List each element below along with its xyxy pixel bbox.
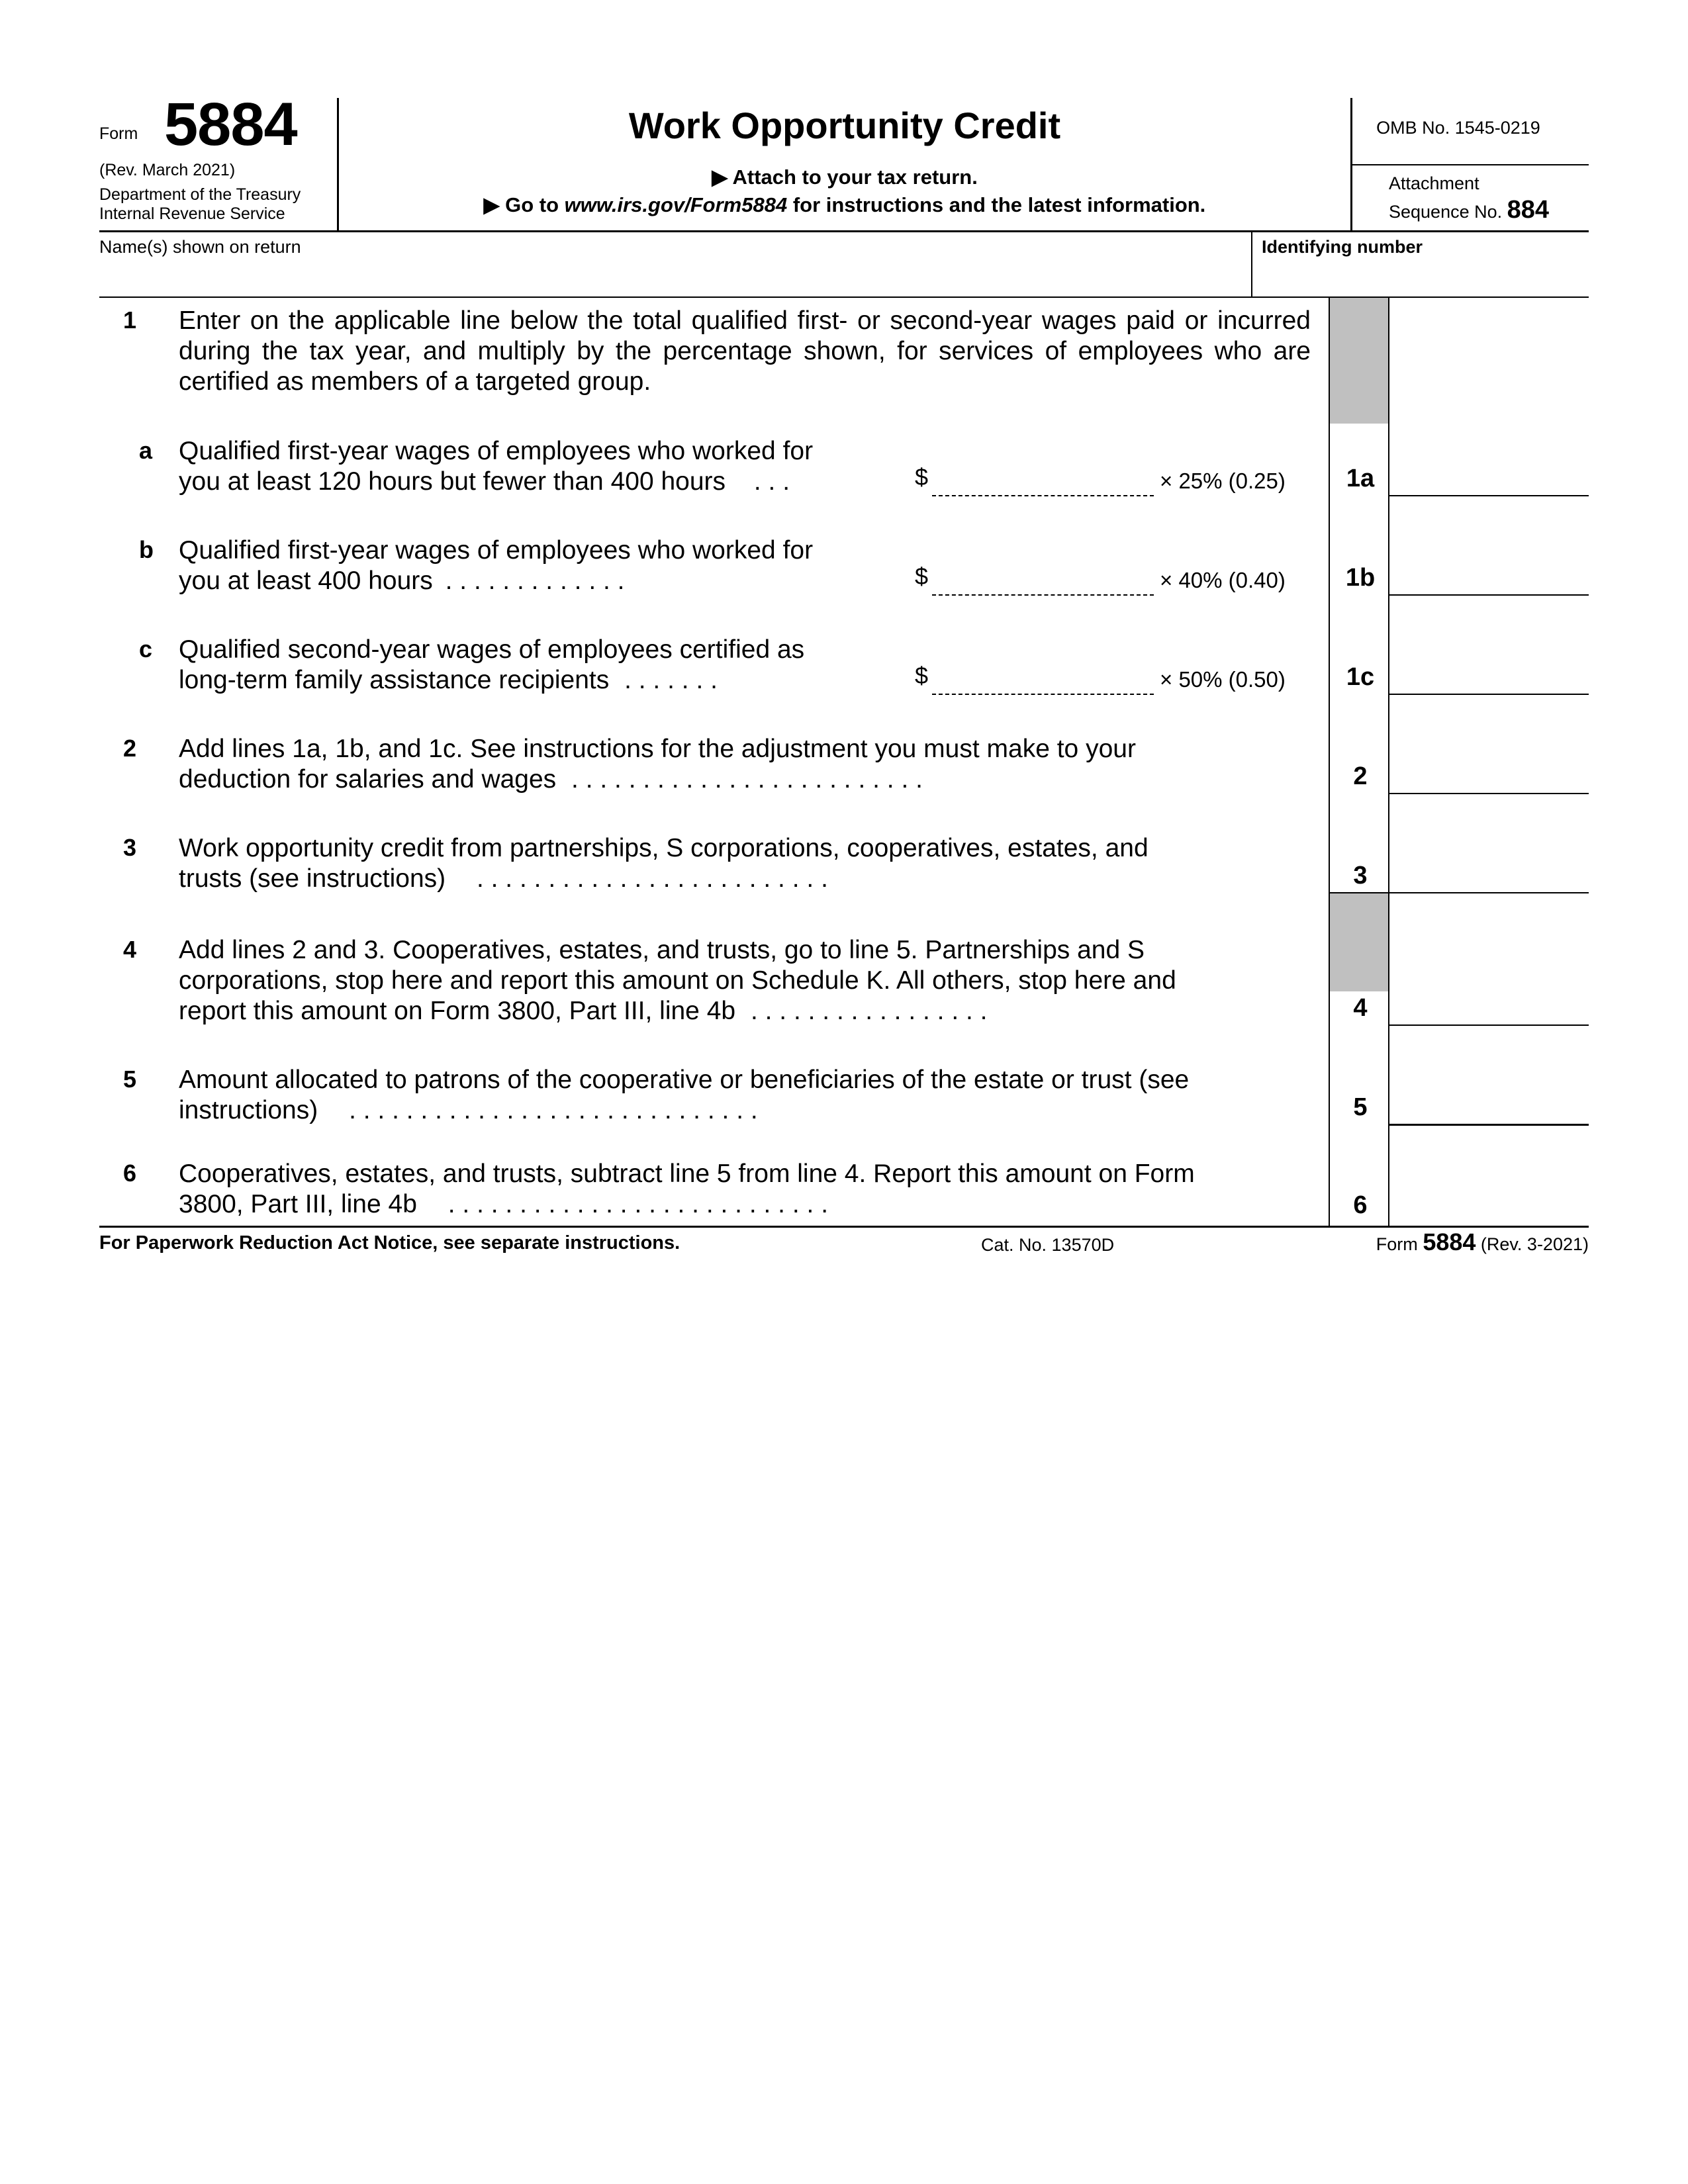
line-3-box-label: 3: [1353, 862, 1368, 889]
line-1a-text-1: Qualified first-year wages of employees who worked for: [179, 437, 814, 465]
identifying-number-input[interactable]: [1262, 261, 1579, 293]
line-1c-box-label: 1c: [1346, 663, 1375, 691]
id-divider: [1251, 232, 1252, 297]
line-5-box-label: 5: [1353, 1093, 1368, 1121]
line-5-text-2: [179, 1095, 758, 1126]
line-4-text-2: corporations, stop here and report this amount on Schedule K. All others, stop here and: [179, 966, 1176, 995]
line-1c-wages-line: [932, 694, 1154, 695]
line-1c-text-2-label: long-term family assistance recipients: [179, 666, 610, 694]
line-6-amount-input[interactable]: [1391, 1191, 1585, 1220]
form-word: Form: [99, 124, 138, 143]
rule-1c: [1388, 694, 1589, 695]
line-2-box-label: 2: [1353, 762, 1368, 790]
omb-divider: [1350, 164, 1589, 165]
form-number: 5884: [164, 91, 297, 158]
line-1a-dots: . . .: [753, 467, 790, 496]
footer-revision: (Rev. 3-2021): [1480, 1234, 1589, 1254]
line-5-number: 5: [123, 1066, 137, 1093]
names-label: Name(s) shown on return: [99, 237, 301, 257]
header-bottom-rule: [99, 230, 1589, 232]
footer-form-word: Form: [1376, 1234, 1418, 1254]
line-4-text-1: Add lines 2 and 3. Cooperatives, estates, and trusts, go to line 5. Partnerships and S: [179, 936, 1145, 964]
line-1a-letter: a: [139, 437, 153, 464]
sequence-number: 884: [1507, 196, 1550, 224]
line-2-text-2-label: deduction for salaries and wages: [179, 765, 557, 794]
line-6-dots: . . . . . . . . . . . . . . . . . . . . . . . . . . .: [447, 1190, 829, 1218]
line-5-text-1: Amount allocated to patrons of the cooperative or beneficiaries of the estate or trust (see: [179, 1066, 1190, 1094]
sequence-line: [1389, 196, 1549, 224]
line-3-text-1: Work opportunity credit from partnerships, S corporations, cooperatives, estates, and: [179, 834, 1149, 862]
rule-2: [1388, 793, 1589, 794]
line-3-number: 3: [123, 834, 137, 861]
line-1a-box-label: 1a: [1346, 465, 1375, 492]
line-1a-text-2: [179, 467, 790, 497]
identifying-number-label: Identifying number: [1262, 237, 1423, 257]
line-5-dots: . . . . . . . . . . . . . . . . . . . . . . . . . . . . .: [349, 1096, 758, 1124]
line-4-number: 4: [123, 936, 137, 963]
agency-name: Internal Revenue Service: [99, 205, 285, 223]
omb-number: OMB No. 1545-0219: [1376, 118, 1540, 138]
paperwork-notice: For Paperwork Reduction Act Notice, see separate instructions.: [99, 1232, 680, 1253]
line-1a-wages-line: [932, 495, 1154, 496]
line-1c-text-1: Qualified second-year wages of employees certified as: [179, 635, 805, 664]
line-1a-dollar-sign: $: [915, 463, 929, 490]
line-5-text-2-label: instructions): [179, 1096, 318, 1124]
line-3-text-2: [179, 864, 828, 894]
line-1b-amount-input[interactable]: [1391, 564, 1585, 593]
line-1b-percentage: × 40% (0.40): [1160, 568, 1286, 592]
footer-form-number: 5884: [1423, 1228, 1476, 1255]
line-3-amount-input[interactable]: [1391, 862, 1585, 891]
line-1c-percentage: × 50% (0.50): [1160, 667, 1286, 692]
line-1c-letter: c: [139, 635, 153, 662]
goto-instruction: [339, 193, 1350, 217]
rule-5: [1388, 1124, 1589, 1126]
line-3-dots: . . . . . . . . . . . . . . . . . . . . . . . . .: [476, 864, 828, 893]
attach-instruction: ▶ Attach to your tax return.: [712, 165, 978, 189]
footer-rule: [99, 1226, 1589, 1228]
line-1b-box-label: 1b: [1345, 564, 1376, 592]
line-1a-text-2-label: you at least 120 hours but fewer than 400 hours: [179, 467, 726, 496]
line-5-amount-input[interactable]: [1391, 1093, 1585, 1122]
revision-date: (Rev. March 2021): [99, 161, 236, 179]
line-3-text-2-label: trusts (see instructions): [179, 864, 446, 893]
line-1b-letter: b: [139, 536, 154, 563]
line-2-text-2: [179, 764, 923, 795]
line-6-box-label: 6: [1353, 1191, 1368, 1219]
line-6-number: 6: [123, 1160, 137, 1187]
goto-suffix: for instructions and the latest information.: [787, 193, 1206, 216]
line-6-text-1: Cooperatives, estates, and trusts, subtract line 5 from line 4. Report this amount on Form: [179, 1160, 1195, 1188]
line-2-number: 2: [123, 735, 137, 762]
form-title: Work Opportunity Credit: [628, 105, 1061, 146]
line-1-shaded-cell: [1330, 298, 1388, 424]
rule-4: [1388, 1024, 1589, 1026]
department-name: Department of the Treasury: [99, 185, 301, 204]
line-1c-amount-input[interactable]: [1391, 663, 1585, 692]
line-6-text-2-label: 3800, Part III, line 4b: [179, 1190, 417, 1218]
line-4-text-3-label: report this amount on Form 3800, Part III, line 4b: [179, 997, 736, 1025]
attachment-label: Attachment: [1389, 173, 1479, 193]
line-1b-text-1: Qualified first-year wages of employees who worked for: [179, 536, 814, 565]
catalog-number: Cat. No. 13570D: [981, 1235, 1115, 1255]
line-2-amount-input[interactable]: [1391, 762, 1585, 792]
label-column-left-rule: [1329, 298, 1330, 1226]
rule-1a: [1388, 495, 1589, 496]
rule-3: [1330, 892, 1589, 893]
line-6-text-2: [179, 1189, 828, 1220]
line-1a-amount-input[interactable]: [1391, 465, 1585, 494]
line-1a-percentage: × 25% (0.25): [1160, 469, 1286, 493]
line-1a-wages-input[interactable]: [933, 467, 1152, 494]
line-1b-wages-line: [932, 594, 1154, 596]
line-2-dots: . . . . . . . . . . . . . . . . . . . . . . . . .: [571, 765, 923, 794]
line-4-text-3: [179, 996, 988, 1026]
line-1c-dollar-sign: $: [915, 662, 929, 689]
irs-url-link[interactable]: www.irs.gov/Form5884: [564, 193, 788, 216]
line-1b-text-2-label: you at least 400 hours: [179, 567, 433, 595]
line-1b-dollar-sign: $: [915, 563, 929, 590]
line-1-text: Enter on the applicable line below the total qualified first- or second-year wages paid or incurred during the tax year, and multiply by the percentage shown, for services of employees who are certified as members of a targeted group.: [179, 306, 1311, 396]
line-4-shaded-cell: [1330, 893, 1388, 991]
rule-1b: [1388, 594, 1589, 596]
line-2-text-1: Add lines 1a, 1b, and 1c. See instructions for the adjustment you must make to your: [179, 735, 1136, 763]
sequence-label: Sequence No.: [1389, 202, 1503, 222]
line-1b-wages-input[interactable]: [933, 567, 1152, 593]
line-1-number: 1: [123, 306, 137, 334]
footer-form-id: [1376, 1228, 1589, 1256]
line-1b-text-2: [179, 566, 625, 596]
line-1c-wages-input[interactable]: [933, 666, 1152, 692]
names-input[interactable]: [99, 261, 1244, 293]
line-4-dots: . . . . . . . . . . . . . . . . .: [750, 997, 988, 1025]
line-1c-text-2: [179, 665, 718, 696]
line-4-box-label: 4: [1353, 994, 1368, 1022]
line-4-amount-input[interactable]: [1391, 994, 1585, 1023]
line-1c-dots: . . . . . . .: [624, 666, 718, 694]
goto-prefix: ▶ Go to: [483, 193, 565, 216]
line-1b-dots: . . . . . . . . . . . . .: [445, 567, 625, 595]
amount-column-left-rule: [1388, 298, 1389, 1226]
